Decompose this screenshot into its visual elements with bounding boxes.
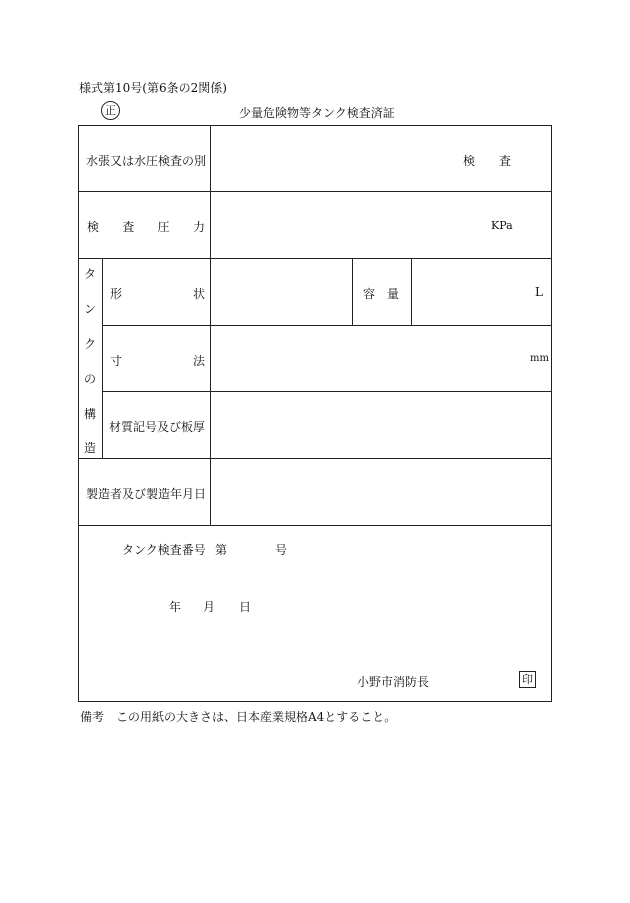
tank-inspection-number-label: タンク検査番号 — [122, 543, 206, 557]
label-char: 造 — [83, 441, 96, 455]
label-char: 検 — [87, 220, 100, 234]
row-divider — [78, 191, 552, 192]
label-char: タ — [83, 267, 96, 281]
label-char: 構 — [83, 407, 96, 421]
remarks-note: 備考 この用紙の大きさは、日本産業規格A4とすること。 — [80, 710, 397, 724]
row-divider — [78, 525, 552, 526]
date-year: 年 — [169, 600, 182, 614]
inspection-pressure-label — [87, 218, 205, 235]
table-border-right — [551, 125, 552, 702]
capacity-label-divider-left — [352, 258, 353, 326]
number-prefix: 第 — [215, 543, 228, 557]
capacity-label-divider-right — [411, 258, 412, 326]
capacity-unit: L — [535, 285, 543, 299]
label-column-divider — [210, 125, 211, 526]
capacity-label: 容 量 — [363, 287, 400, 301]
dimensions-unit: mm — [530, 353, 549, 364]
label-char: 形 — [110, 287, 123, 301]
form-number: 様式第10号(第6条の2関係) — [79, 81, 227, 95]
date-day: 日 — [239, 600, 252, 614]
tank-structure-column-divider — [102, 258, 103, 459]
issuer-title: 小野市消防長 — [357, 675, 430, 689]
sei-mark: 正 — [101, 101, 120, 120]
number-suffix: 号 — [275, 543, 288, 557]
label-char: 法 — [192, 354, 205, 368]
material-label: 材質記号及び板厚 — [109, 420, 206, 434]
label-char: 圧 — [157, 220, 170, 234]
label-char: 寸 — [110, 354, 123, 368]
table-border-top — [78, 125, 552, 126]
pressure-unit: KPa — [491, 219, 513, 232]
row-divider — [78, 458, 552, 459]
tank-structure-label — [80, 262, 100, 457]
inspection-type-label: 水張又は水圧検査の別 — [86, 154, 207, 168]
label-char: 状 — [192, 287, 205, 301]
label-char: 査 — [122, 220, 135, 234]
row-divider — [78, 258, 552, 259]
label-char: ク — [83, 337, 96, 351]
shape-label — [110, 285, 205, 302]
label-char: の — [83, 372, 96, 386]
inspection-type-value: 検 査 — [463, 154, 512, 168]
dimensions-label — [110, 352, 205, 369]
row-divider — [102, 325, 552, 326]
document-title: 少量危険物等タンク検査済証 — [239, 106, 395, 120]
seal-stamp: 印 — [519, 671, 536, 688]
label-char: ン — [83, 302, 96, 316]
date-month: 月 — [203, 600, 216, 614]
table-border-bottom — [78, 701, 552, 702]
manufacturer-label: 製造者及び製造年月日 — [86, 487, 207, 501]
row-divider — [102, 391, 552, 392]
label-char: 力 — [192, 220, 205, 234]
table-border-left — [78, 125, 79, 702]
